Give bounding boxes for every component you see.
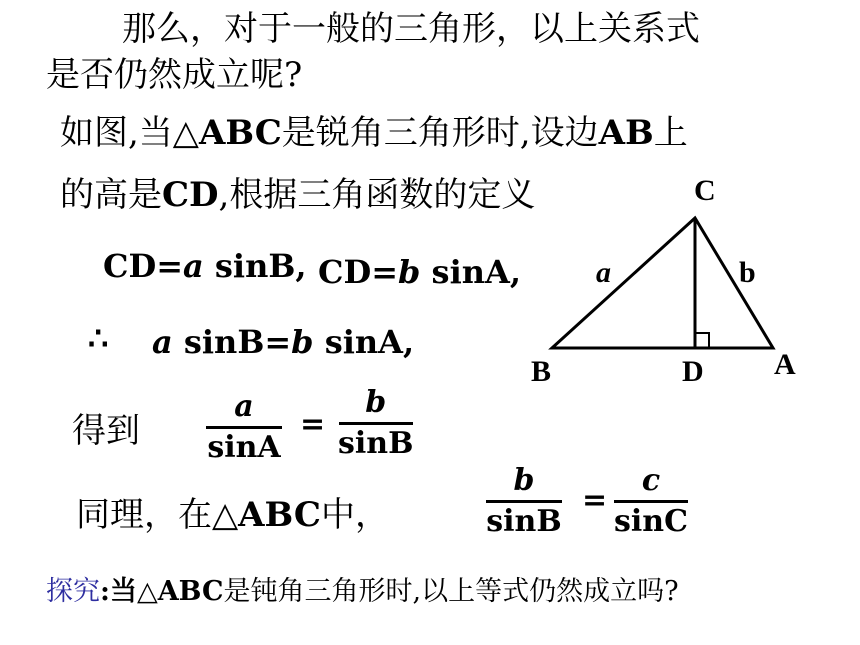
right-angle-mark [695,333,709,348]
formula-cd-sinA-var: b [398,253,421,291]
formula-eq-end: sinA, [313,323,415,361]
formula-cd-sinA-end: sinA, [420,253,521,291]
formula-cd-sinB-prefix: CD= [103,247,184,285]
acute-line1-middle: 是锐角三角形时,设边 [281,113,599,153]
equals-sign-2: = [582,483,608,518]
formula-eq-middle: sinB= [172,323,292,361]
fraction-c-numerator: c [641,463,661,498]
formula-eq-var-a: a [152,323,173,361]
explore-text: 是钝角三角形时,以上等式仍然成立吗? [223,576,679,607]
acute-line2-end: ,根据三角函数的定义 [218,175,536,215]
fraction-sinB-denominator-2: sinB [486,504,562,539]
formula-eq-var-b: b [291,323,314,361]
formula-cd-sinA-prefix: CD= [318,253,399,291]
vertex-d-label: D [682,355,704,388]
fraction-b-numerator-2: b [513,463,535,498]
acute-line1-ab: AB [598,113,654,153]
similarly-abc: ABC [238,495,321,535]
vertex-a-label: A [774,348,796,381]
fraction-sinC-denominator: sinC [614,504,688,539]
acute-line1-end: 上 [653,113,688,153]
therefore-symbol: ∴ [88,319,109,357]
fraction-b-numerator: b [365,385,387,420]
intro-line-1: 那么，对于一般的三角形，以上关系式 [122,9,700,49]
fraction-sinB-denominator: sinB [338,426,414,461]
fraction-sinA-denominator: sinA [207,430,281,465]
vertex-b-label: B [531,355,552,388]
acute-line1-abc: ABC [198,113,282,153]
result-label: 得到 [72,411,140,451]
fraction-a-numerator: a [234,389,254,424]
side-b-label: b [739,256,756,289]
equals-sign: = [300,407,326,442]
intro-line-2: 是否仍然成立呢? [46,55,303,95]
acute-line2-prefix: 的高是 [60,175,162,215]
explore-abc: ABC [157,576,224,607]
explore-label: 探究 [46,576,100,607]
formula-cd-sinB-var: a [183,247,204,285]
side-a-label: a [596,256,611,289]
similarly-end: 中， [320,495,389,535]
similarly-prefix: 同理，在△ [76,495,239,535]
acute-line2-cd: CD [162,175,219,215]
explore-prefix: :当△ [100,576,158,607]
acute-line1-prefix: 如图,当△ [60,113,199,153]
vertex-c-label: C [694,174,716,207]
formula-cd-sinB-end: sinB, [203,247,307,285]
